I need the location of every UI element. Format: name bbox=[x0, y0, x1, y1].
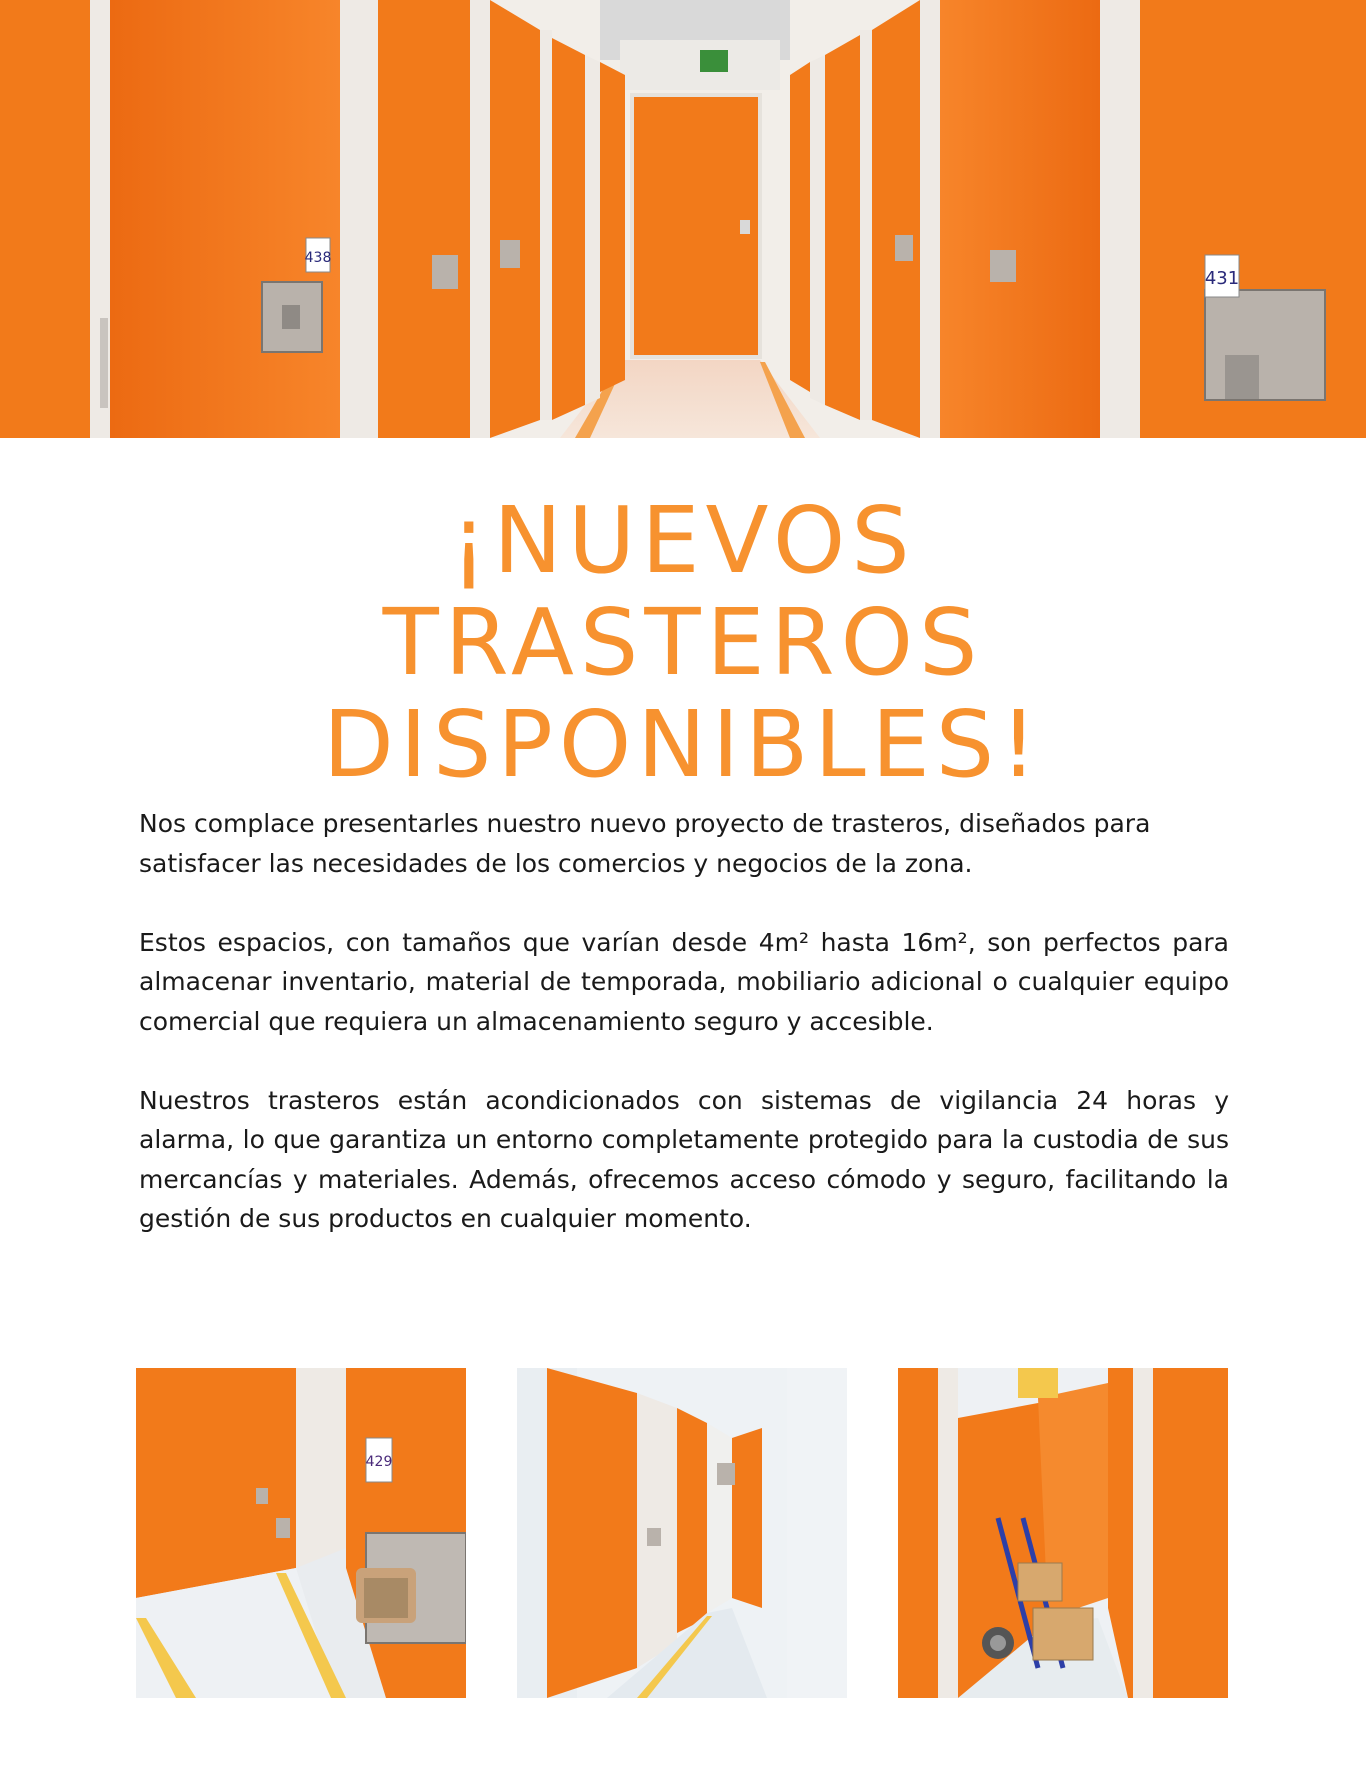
left-doors bbox=[0, 0, 625, 438]
gallery-photo-padlock bbox=[136, 1368, 466, 1698]
title-line-2: TRASTEROS bbox=[382, 589, 984, 696]
title-line-3: DISPONIBLES! bbox=[323, 691, 1043, 798]
hero-image bbox=[0, 0, 1366, 438]
paragraph-sizes: Estos espacios, con tamaños que varían desde 4m² hasta 16m², son perfectos para almacenar inventario, material de temporada, mobiliario adicional o cualquier equipo comercial que requiera un almacenamiento seguro y accesible. bbox=[139, 927, 1229, 1036]
unit-label-438: 438 bbox=[304, 250, 332, 266]
paragraph-security: Nuestros trasteros están acondicionados con sistemas de vigilancia 24 horas y alarma, lo que garantiza un entorno completamente protegido para la custodia de sus mercancías y materiales. Además, ofrecemos acceso cómodo y seguro, facilitando la gestión de sus productos en cualquier momento. bbox=[139, 1085, 1229, 1233]
unit-label-431: 431 bbox=[1204, 268, 1240, 289]
unit-label-429: 429 bbox=[365, 1454, 393, 1470]
gallery-photo-corridor bbox=[517, 1368, 847, 1698]
photo-gallery bbox=[0, 1368, 1366, 1698]
page-title bbox=[0, 487, 1366, 798]
gallery-photo-hand-truck bbox=[898, 1368, 1228, 1698]
paragraph-intro: Nos complace presentarles nuestro nuevo proyecto de trasteros, diseñados para satisfacer las necesidades de los comercios y negocios de la zona. bbox=[139, 809, 1151, 878]
title-line-1: ¡NUEVOS bbox=[450, 487, 916, 594]
body-text bbox=[139, 804, 1229, 1278]
